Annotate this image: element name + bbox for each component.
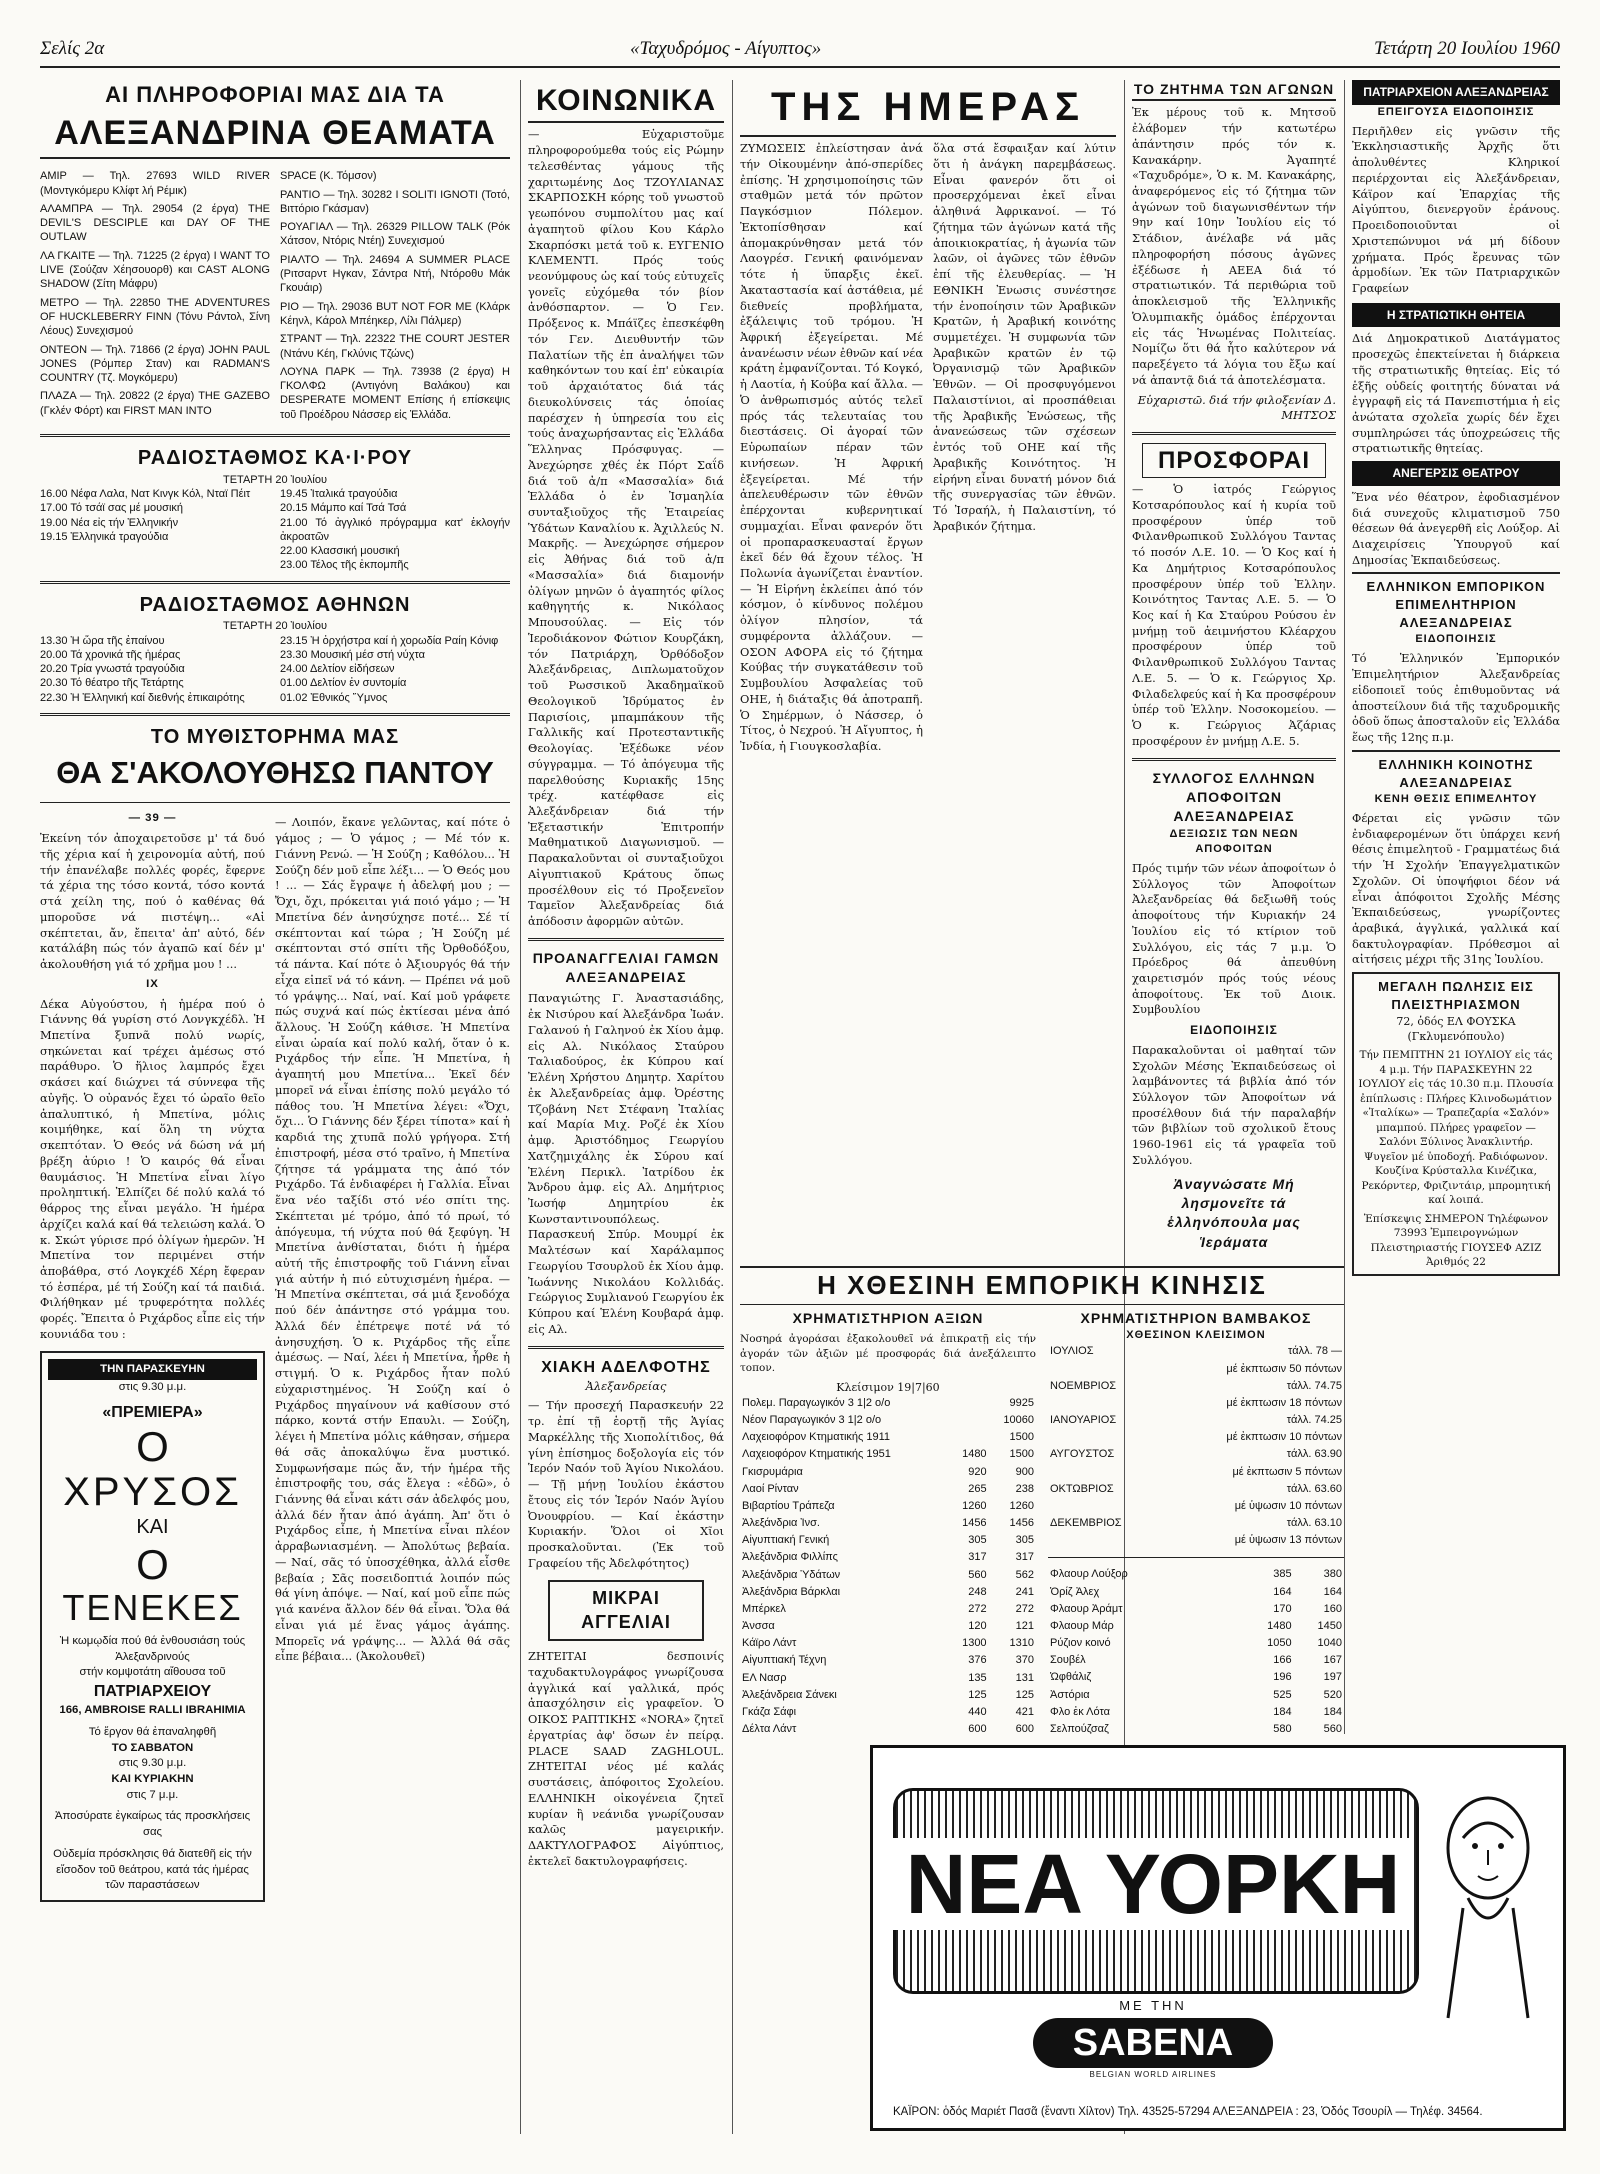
program-item: 19.00 Νέα εἰς τήν Ἑλληνικήν	[40, 516, 179, 529]
row-value	[950, 1412, 989, 1429]
cotton-row	[1048, 1515, 1344, 1532]
row-label: ΝΟΕΜΒΡΙΟΣ	[1050, 1379, 1117, 1392]
weddings-title: ΠΡΟΑΝΑΓΓΕΛΙΑΙ ΓΑΜΩΝ ΑΛΕΞΑΝΔΡΕΙΑΣ	[532, 949, 720, 986]
stock-row	[740, 1498, 1036, 1515]
booking-note: Ἀποσύρατε ἐγκαίρως τάς προσκλήσεις σας	[54, 1810, 251, 1839]
auction-address: 72, ὁδός ΕΛ ΦΟΥΣΚΑ (Γκλυμενόπουλο)	[1396, 1015, 1516, 1044]
stock-row	[740, 1687, 1036, 1704]
row-label	[1048, 1498, 1163, 1515]
classifieds-text: ΖΗΤΕΙΤΑΙ δεσποινίς ταχυδακτυλογράφος γνωρίζουσα ἀγγλικά καί γαλλικά, πρός ἀπασχόλησιν εἰς γραφεῖον. Ὁ ΟΙΚΟΣ ΡΑΠΤΙΚΗΣ «NORA» ζητεῖ ἐργατρίας ἀφ' ὅσων ἐν πείρᾳ. PLACE SAAD ZAGHLOUL. ΖΗΤΕΙΤΑΙ νέος μέ καλάς συστάσεις, ἀπόφοιτος Σχολείου. ΕΛΛΗΝΙΚΗ οἰκογένεια ζητεῖ κυρίαν ἢ νεάνιδα γνωρίζουσαν καλῶς μαγειρικήν. ΔΑΚΤΥΛΟΓΡΑΦΟΣ Αἰγύπτιος, ἐκτελεῖ δακτυλογραφήσεις.	[528, 1649, 724, 1868]
row-label: Ἀλεξάνδρια Βάρκλαι	[742, 1585, 841, 1598]
show-time: στις 7 μ.μ.	[126, 1788, 179, 1801]
row-value: 125	[1015, 1688, 1034, 1701]
stock-row	[740, 1652, 1036, 1669]
goods-row	[1048, 1687, 1344, 1704]
cinema-entry: ΑΜΙΡ — Τηλ. 27693 WILD RIVER (Μοντγκόμερυ Κλίφτ λή Ρέμικ)	[40, 170, 270, 197]
weddings-text: Παναγιώτης Γ. Ἀναστασιάδης, ἐκ Νισύρου καί Ἀλεξάνδρα Ἰωάν. Γαλανού ἡ Γαληνού ἐκ Χίου ἀμφ. εἰς Αλ. Νικόλαος Σταύρου Ταλιαδούρος, ἐκ Κύπρου καί Ἐλένη Χρήστου Δημητρ. Χαρίτου ἐκ Ἀλεξανδρείας ἀμφ. Ὀρέστης Τζοβάνη Νετ Στέφανη Ἰταλίας καί Μαρία Μιχ. Ροζέ ἐκ Χίου ἀμφ. Ἀριστόδημος Γεωργίου Χατζημιχάλης ἐκ Σύρου καί Ἐλένη Περικλ. Ἰατρίδου ἐκ Ἄνδρου ἀμφ. εἰς Αλ. Δημήτριος Ἰωσήφ Δημητρίου ἐκ Κωνσταντινουπόλεως. Παρασκευή Σπύρ. Μουμρί ἐκ Μαλτέσων καί Χαράλαμπος Γεωργίου Τσουρλοῦ ἐκ Χίου ἀμφ. Ἰωάννης Νικολάου Κολλιδάς. Γεώργιος Συμλιανού Γεωργίου ἐκ Κύπρου καί Ἑλένη Κουβαρά ἀμφ. εἰς Αλ.	[528, 991, 724, 1336]
row-value: 125	[968, 1688, 987, 1701]
row-value: 1260	[1009, 1499, 1034, 1512]
row-label: ΙΑΝΟΥΑΡΙΟΣ	[1050, 1414, 1117, 1427]
row-value: 1500	[1009, 1448, 1034, 1461]
row-value: 600	[1015, 1723, 1034, 1734]
row-value: 197	[1323, 1671, 1342, 1684]
column-announcements	[1352, 80, 1560, 1734]
row-label: Ἀνσσα	[742, 1620, 775, 1633]
cotton-row	[1048, 1498, 1344, 1515]
row-label: Λαχειοφόρον Κτηματικής 1911	[742, 1431, 891, 1444]
row-label: Ἀστόρια	[1050, 1688, 1090, 1701]
classifieds-title-box	[548, 1580, 704, 1642]
row-label: Ἀλεξάνδρια Ἰνσ.	[742, 1517, 820, 1530]
row-label: Φλο ἐκ Λότα	[1050, 1705, 1110, 1718]
program-item: 20.30 Τό θέατρο τῆς Τετάρτης	[40, 677, 184, 690]
column-social	[528, 80, 724, 2144]
row-label: Φλαουρ Ἀράμτ	[1050, 1602, 1123, 1615]
stock-row	[740, 1464, 1036, 1481]
program-item: 23.30 Μουσική μέσ στή νύχτα	[280, 648, 426, 661]
row-label: Πολεμ. Παραγωγικόν 3 1|2 ο/ο	[742, 1396, 891, 1409]
row-value: 265	[968, 1482, 987, 1495]
row-value: 520	[1323, 1688, 1342, 1701]
row-value	[950, 1395, 989, 1412]
row-value: 385	[1273, 1568, 1292, 1581]
row-value: 317	[1015, 1551, 1034, 1564]
row-value: 184	[1323, 1705, 1342, 1718]
program-item: 24.00 Δελτίον εἰδήσεων	[280, 663, 395, 676]
stocks-intro: Νοσηρά ἀγοράσαι ἐξακολουθεῖ νά ἐπικρατῇ εἰς τήν ἀγοράν τῶν ἀξιῶν μέ προσφοράς διά ἀνεξάλειπτο τοπον.	[740, 1333, 1036, 1375]
cinema-entry: ΡΟΥΑΓΙΑΛ — Τηλ. 26329 PILLOW TALK (Ρόκ Χάτσον, Ντόρις Ντέη) Συνεχισμού	[280, 221, 510, 248]
program-item: 23.15 Ἡ ὀρχήστρα καί ἡ χορωδία Ραίη Κόνιφ	[280, 634, 499, 647]
row-label: Λαχειοφόρον Κτηματικής 1951	[742, 1448, 891, 1461]
stock-row	[740, 1515, 1036, 1532]
row-label: ΕΛ Νασρ	[742, 1671, 787, 1684]
program-item: 21.00 Τό ἀγγλικό πρόγραμμα κατ' ἐκλογήν ἀκροατῶν	[280, 516, 510, 543]
play-title-line: ΚΑΙ	[136, 1516, 169, 1539]
patriarchate-subtitle: ΕΠΕΙΓΟΥΣΑ ΕΙΔΟΠΟΙΗΣΙΣ	[1377, 105, 1535, 118]
radio-cairo-title: ΡΑΔΙΟΣΤΑΘΜΟΣ ΚΑ·Ι·ΡΟΥ	[137, 447, 413, 470]
graduates-title: ΣΥΛΛΟΓΟΣ ΕΛΛΗΝΩΝ ΑΠΟΦΟΙΤΩΝ ΑΛΕΞΑΝΔΡΕΙΑΣ	[1152, 769, 1316, 825]
cinema-entry: ΡΙΟ — Τηλ. 29036 BUT NOT FOR ME (Κλάρκ Κέηνλ, Κάρολ Μπέηκερ, Λίλι Πάλμερ)	[280, 300, 510, 327]
shows-title: ΑΛΕΞΑΝΔΡΙΝΑ ΘΕΑΜΑΤΑ	[40, 110, 510, 159]
show-day: ΚΑΙ ΚΥΡΙΑΚΗΝ	[111, 1772, 194, 1785]
play-title-line: ΤΕΝΕΚΕΣ	[62, 1587, 243, 1629]
cotton-title: ΧΡΗΜΑΤΙΣΤΗΡΙΟΝ ΒΑΜΒΑΚΟΣ	[1080, 1309, 1312, 1326]
community-title: ΕΛΛΗΝΙΚΗ ΚΟΙΝΟΤΗΣ ΑΛΕΞΑΝΔΡΕΙΑΣ	[1352, 750, 1560, 792]
goods-table	[1048, 1566, 1344, 1734]
stock-row	[740, 1412, 1036, 1429]
stocks-table	[740, 1395, 1036, 1734]
games-signature: Εὐχαριστῶ. διά τήν φιλοξενίαν Δ. ΜΗΤΣΟΣ	[1137, 392, 1336, 423]
row-value: 272	[968, 1602, 987, 1615]
business-section	[740, 1266, 1344, 1734]
radio-athens-title: ΡΑΔΙΟΣΤΑΘΜΟΣ ΑΘΗΝΩΝ	[139, 593, 411, 616]
editorial-text: ὅλα στά ἔσφαιξαν καί λύτιν ὅτι ἡ ἀνάγκη παρεμβάσεως. Εἶναι φανερόν ὅτι οἱ προσερχόμεναι ἐκεῖ εἶναι ἀληθινά Ἀφρικανοί. — Τό ζήτημα τῶν ἀγώνων κατά τῆς ἀποικιοκρατίας, ἡ ἀγωνία τῶν λαῶν, οἱ ἀγῶνες τῶν ἐθνῶν ἐπί τῆς ἐλευθερίας. — Ἡ ΕΘΝΙΚΗ Ἐνωσις συνέστησε τήν ἑνοποίησιν τῶν Ἀραβικῶν Κρατῶν, ἡ Ἀραβική κοινότης συμμετέχει. Ἡ συμφωνία τῶν Ἀραβικῶν κρατῶν ἐν τῷ Ὀργανισμῷ τῶν Ἀραβικῶν Ἐθνῶν. — Οἱ προσφυγόμενοι Παλαιστίνιοι, αἱ προσπάθειαι τῆς Ἀραβικῆς Ἑνώσεως, τῆς ἀνανεώσεως τῶν σχέσεων ἐντός τοῦ ΟΗΕ καί τῆς Ἀραβικῆς Κοινότητος. Ἡ εἰρήνη εἶναι δυνατή μόνον διά τῆς συνεργασίας τῶν ἐθνῶν. Τό Ἰσραήλ, ἡ Παλαιστίνη, τό Ἀραβικόν ζήτημα.	[933, 141, 1116, 533]
row-value: τάλλ. 63.60	[1286, 1482, 1342, 1495]
goods-row	[1048, 1618, 1344, 1635]
stocks-title: ΧΡΗΜΑΤΙΣΤΗΡΙΟΝ ΑΞΙΩΝ	[792, 1309, 984, 1326]
editorial-text: ΖΥΜΩΣΕΙΣ ἐπλείστησαν ἀνά τήν Οἰκουμένην ἀπό-σπερίδες ἐπίσης. Ἡ χρησιμοποίησις τῶν σταθμῶν μετά τόν πρῶτον Παγκόσμιον Πόλεμον. Ἐκτοπίσθησαν καί ἀπομακρύνθησαν μετά τόν Λαογρέσ. Γενική φαινόμεναν τότε ἡ ὕπαρξις ἐκεῖ. Ἀκαταστασία καί ἀστάθεια, μέ διεθνείς προβλήματα, ἐξάλειψις τοῦ τρόμου. Ἡ Ἀφρική ἐξεγείρεται. Μέ ἀνανέωσιν νέων ἐθνῶν καί νέα κράτη ἐμφανίζονται. Τό Κογκό, ἡ Λαοτία, ἡ Κούβα καί ἄλλα. — Ὁ ἀνθρωπισμός αὐτός τελεῖ πρός τάς τελευταίας του διεστάσεις. Οἱ ἀγοραί τῶν Εὐρωπαίων πέραν τῶν κινήσεων. Ἡ Ἀφρική ἐξεγείρεται. Μέ τήν ἀπελευθέρωσιν τῶν ἐθνῶν ἐπέρχονται κυβερνητικαί συμμαχίαι. Εἶναι φανερόν ὅτι οἱ προπαρασκευασταί ἔργων ἐκεῖ δέν θά ἔχουν τέλος. Ἡ Πολωνία ἀγωνίζεται ἐναντίον. — Ἡ Εἰρήνη ἐκλείπει ἀπό τόν κόσμον, ὁ κίνδυνος πολέμου ὀλίγον πλησίον, τά συμφέροντα ἀλλάζουν. — ΟΣΟΝ ΑΦΟΡΑ εἰς τό ζήτημα Κούβας τήν συγκατάθεσιν τοῦ Συμβουλίου Ἀσφαλείας τοῦ ΟΗΕ, ἡ διάταξις θά ἀποτραπῆ. Ὁ Σημέρμων, ὁ Νάσσερ, ὁ Τίτος, ὁ Νεχρού. Ἡ Αἴγυπτος, ἡ Ἰνδία, ἡ Γιουγκοσλαβία.	[740, 141, 924, 754]
cotton-row	[1048, 1429, 1344, 1446]
traveler-sketch-icon	[1433, 1788, 1543, 2028]
row-value: μέ ἐκπτωσιν 5 πόντων	[1232, 1465, 1342, 1478]
social-text: — Εὐχαριστοῦμε πληροφορούμεθα τούς εἰς Ρώμην τελεσθέντας γάμους τῆς χαριτωμένης Δος ΤΖΟΥΛΙΑΝΑΣ ΣΚΑΡΠΟΣΚΗ κόρης τοῦ γνωστοῦ γεωπόνου συμπολίτου μας καί ἀγαπητοῦ φίλου Κου Κάρλο Σκαρπόσκι μετά τοῦ κ. ΕΥΓΕΝΙΟ ΚΛΕΜΕΝΤΙ. Πρός τούς νεονύμφους ὡς καί τούς εὐτυχεῖς γονεῖς εὐχόμεθα τόν βίον ἀνθόσπαρτον. — Ὁ Γεν. Πρόξενος κ. Μπάϊζες ἐπεσκέφθη τόν Γεν. Διευθυντήν τῶν Παλατίων τῆς ἐπ ἀναλήψει τῶν καθηκόντων του καί ἐπ' εὐκαιρία τοῦ ἀρχαιότατος διά τάς διευκολύνσεις τάς ὁποίας παρέσχεν ἡ ὑπηρεσία του εἰς τούς ἀναχωρήσαντας εἰς Ἑλλάδα Ἕλληνας Πρόσφυγας. — Ἀνεχώρησε χθές ἐκ Πόρτ Σαΐδ διά τοῦ ἀ/π «Μασσαλία» διά Ἑλλάδα ὁ ἐν Ἰσμαηλία συνταξιοῦχος τῆς Ἑταιρείας Ὑδάτων Καναλίου κ. Ἀχιλλεύς Ν. Μακρῆς. — Ἀνεχώρησε σήμερον εἰς Ἀθήνας διά τοῦ ἀ/π «Μασσαλία» διά διαμονήν ὀλίγων μηνῶν ὁ ἀγαπητός φίλος καθηγητής κ. Νικόλαος Μπουσούλας. — Εἰς τόν Ἱεροδιάκονον Φώτιον Κουρζάκη, τόν Πατριάρχη, Ὀρθόδοξον Ἀλεξάνδρειας, Διπλωματοῦχον τοῦ Ρωσσικοῦ Ἀκαδημαϊκοῦ Θεολογικοῦ Ἱδρύματος ἐν Παρισίοις, μπαμπάκουν τῆς Γαλλικῆς καί Προτεσταντικῆς Θεολογίας. Ἐξέδωκε νέον σύγγραμμα. — Τό ἀπόγευμα τῆς παρελθούσης Κυριακῆς 15ης τρέχ. κατέφθασε εἰς Ἀλεξάνδρειαν διά τήν Ἐξεταστικήν Ἐπιτροπήν Μαθηματικοῦ Διαγωνισμοῦ. — Παρακαλοῦνται οἱ συνταξιοῦχοι Αἰγυπτιακοῦ Κράτους ὅπως προσέλθουν εἰς τό Προξενεῖον Ταμεῖον Ἀλεξανδρείας διά ἀπόδοσιν ἀφορμῶν αὐτῶν.	[528, 127, 724, 929]
row-label	[1048, 1429, 1163, 1446]
row-label: Λαοί Ρίνταν	[742, 1482, 799, 1495]
program-item: 19.45 Ἰταλικά τραγούδια	[280, 487, 398, 500]
offers-text: — Ὁ ἰατρός Γεώργιος Κοτσαρόπουλος καί ἡ κυρία τοῦ προσφέρουν ὑπέρ τοῦ Φιλανθρωπικοῦ Συλλόγου Ταντας τό ποσόν Λ.Ε. 10. — Ὁ Κος καί ἡ Κα Δημήτριος Κοτσαρόπουλος προσφέρουν ὑπέρ τοῦ Ἑλλην. Κοινότητος Ταντας Λ.Ε. 5. — Ὁ Κος καί ἡ Κα Σταύρου Ρούσου ἐν μνήμῃ τοῦ ἀειμνήστου Κλέαρχου προσφέρουν ὑπέρ τοῦ Φιλανθρωπικοῦ Συλλόγου Ταντας Λ.Ε. 5. — Ὁ κ. Γεώργιος Χρ. Φιλαδελφεύς καί ἡ Κα προσφέρουν ὑπέρ τοῦ Ἑλλην. Νοσοκομείου. — Ὁ κ. Γεώργιος Ἀζάριας προσφέρουν ἐν μνήμῃ Λ.Ε. 5.	[1132, 482, 1336, 748]
row-label: Κάϊρο Λάντ	[742, 1637, 797, 1650]
row-label: Γκισρυμάρια	[742, 1465, 803, 1478]
row-value: 1456	[1009, 1517, 1034, 1530]
goods-row	[1048, 1566, 1344, 1583]
row-label: Σελπούζσαζ	[1050, 1722, 1109, 1734]
row-value: 1040	[1317, 1637, 1342, 1650]
goods-row	[1048, 1584, 1344, 1601]
theatre-text: Ἕνα νέο θέατρον, ἐφοδιασμένον διά συνεχοῦς κλιματισμοῦ 750 θέσεων θά ἀνεγερθῆ εἰς Λούξορ. Αἱ Διαχειρίσεις Ὑπουργοῦ καί Δημοσίας Ἐκπαιδεύσεως.	[1352, 489, 1560, 567]
brotherhood-subtitle: Ἀλεξανδρείας	[585, 1378, 667, 1393]
cotton-row	[1048, 1395, 1344, 1412]
row-value: τάλλ. 74.75	[1286, 1379, 1342, 1392]
stock-row	[740, 1567, 1036, 1584]
goods-row	[1048, 1704, 1344, 1721]
play-title-line: ΧΡΥΣΟΣ	[63, 1470, 242, 1515]
novel-title: ΘΑ Σ'ΑΚΟΛΟΥΘΗΣΩ ΠΑΝΤΟΥ	[56, 754, 494, 790]
row-label	[1048, 1361, 1163, 1378]
cotton-row	[1048, 1343, 1344, 1360]
row-value: 370	[1015, 1654, 1034, 1667]
novel-paragraph: Δέκα Αὐγούστου, ἡ ἡμέρα πού ὁ Γιάννης θά γυρίση στό Λονγκχέδλ. Ἡ Μπετίνα ξυπνᾶ πολύ νωρίς, σηκώνεται καί τρέχει ἀμέσως στό παράθυρο. Ὁ ἥλιος λαμπρός ἔχει σκάσει καί διώχνει τά σύννεφα τῆς αὐγῆς. Ὁ οὐρανός ἔχει τό ὡραῖο θεῖο ἀπαλυπτικό, ἡ Μπετίνα, μόλις κοιμήθηκε, καί ὅλη τη νύχτα σκεπτόταν. Ὁ Θεός νά δώση νά μή βρέξη ἀύριο ! Ὁ καιρός θά εἶναι θαυμάσιος. Ἡ Μπετίνα εἶναι λίγο προληπτική. Ἐλπίζει δέ πολύ καλά τό θάρρος της εἶναι μεγάλο. Ἡ ἡμέρα ἀρχίζει καλά καί θά τελειώση καλά. Ὁ κ. Σκώτ γύρισε πρό ὀλίγων ἡμερῶν. Ἡ Μπετίνα τον περιμένει στήν ἀποβάθρα, στό Λογκχέδ Χέρη ἔφεραν τό ἐσπέρα, μέ τή Σούζη καί τά παιδιά. Φιλήθηκαν μέ τρυφερότητα πολλές φορές. Ἔπειτα ὁ Ριχάρδος εἶπε εἰς τήν κουνιάδα του :	[40, 996, 265, 1341]
radio-cairo-schedule	[40, 487, 510, 573]
ad-headline: ΝΕΑ ΥΟΡΚΗ	[893, 1838, 1413, 1930]
row-value: 440	[968, 1705, 987, 1718]
stock-row	[740, 1635, 1036, 1652]
page-header	[40, 36, 1560, 68]
newspaper-name: «Ταχυδρόμος - Αίγυπτος»	[630, 38, 822, 59]
row-value: 196	[1273, 1671, 1292, 1684]
row-value: μέ ἐκπτωσιν 10 πόντων	[1226, 1431, 1342, 1444]
row-value: 9925	[1009, 1396, 1034, 1409]
stock-exchange	[740, 1309, 1036, 1734]
military-title: Η ΣΤΡΑΤΙΩΤΙΚΗ ΘΗΤΕΙΑ	[1352, 303, 1560, 328]
row-value: 1300	[962, 1637, 987, 1650]
program-item: 19.15 Ἑλληνικά τραγούδια	[40, 530, 169, 543]
row-value: 1260	[962, 1499, 987, 1512]
row-value: 1480	[1267, 1619, 1292, 1632]
row-label: Ρύζιον κοινό	[1050, 1637, 1111, 1650]
row-value: 166	[1273, 1654, 1292, 1667]
ad-with: ΜΕ ΤΗΝ	[1119, 1998, 1187, 2013]
shows-heading: ΑΙ ΠΛΗΡΟΦΟΡΙΑΙ ΜΑΣ ΔΙΑ ΤΑ	[105, 82, 445, 107]
cinema-entry: ΜΕΤΡΟ — Τηλ. 22850 THE ADVENTURES OF HUCKLEBERRY FINN (Τόνυ Ράντολ, Σίνη Λέους) Συνεχισμού	[40, 296, 270, 338]
brotherhood-text: — Τήν προσεχή Παρασκευήν 22 τρ. ἐπί τῇ ἑορτῇ τῆς Ἁγίας Μαρκέλλης τῆς Χιοπολίτιδος, θά γίνη ἐπίσημος δοξολογία εἰς τόν Ἱερόν Ναόν τοῦ Ἁγίου Νικολάου. — Τῇ μήνῃ Ἰουλίου ἐκάστου ἔτους εἰς τόν Ἱερόν Ναόν Ἁγίου Ὀνουφρίου. — Καί ἐκάστην Κυριακήν. Ὅλοι οἱ Χῖοι προσκαλοῦνται. (Ἐκ τοῦ Γραφείου τῆς Ἀδελφότητος)	[528, 1398, 724, 1570]
row-value: 920	[968, 1465, 987, 1478]
cotton-row	[1048, 1412, 1344, 1429]
patriarchate-text: Περιῆλθεν εἰς γνῶσιν τῆς Ἐκκλησιαστικῆς Ἀρχῆς ὅτι ἀπολυθέντες Κληρικοί περιέρχονται εἰς Ἀλεξάνδρειαν, Κάϊρον καί Ἐπαρχίας τῆς Αἰγύπτου, διενεργοῦν ἐράνους. Προειδοποιοῦνται οἱ Χριστεπώνυμοι νά μή δίδουν χρήματα. Πρός ἔρευνας τῶν ἁρμοδίων. Ἐκ τῶν Πατριαρχικῶν Γραφείων	[1352, 123, 1560, 296]
program-item: 01.02 Ἐθνικός Ὕμνος	[280, 691, 388, 704]
cinema-entry: ΠΛΑΖΑ — Τηλ. 20822 (2 έργα) THE GAZEBO (Γκλέν Φόρτ) και FIRST MAN INTO	[40, 390, 270, 417]
chapter-number: IX	[146, 977, 159, 990]
row-value: μέ ἐκπτωσιν 50 πόντων	[1226, 1362, 1342, 1375]
column-editorial	[740, 80, 1116, 1254]
cotton-row	[1048, 1446, 1344, 1463]
radio-cairo-date: ΤΕΤΑΡΤΗ 20 Ἰουλίου	[223, 473, 327, 486]
classifieds-title: ΜΙΚΡΑΙ ΑΓΓΕΛΙΑΙ	[581, 1587, 671, 1633]
row-value: 164	[1323, 1585, 1342, 1598]
program-item: 20.00 Τά χρονικά τῆς ἡμέρας	[40, 648, 181, 661]
venue-name: ΠΑΤΡΙΑΡΧΕΙΟΥ	[93, 1682, 212, 1700]
stock-row	[740, 1481, 1036, 1498]
community-text: Φέρεται εἰς γνῶσιν τῶν ἐνδιαφερομένων ὅτι ὑπάρχει κενή θέσις ἐπιμελητοῦ - Γραμματέως διά τήν Ἡ Σχολήν Ἐπαγγελματικῶν Σχολῶν. Οἱ ὑποψήφιοι δέον νά εἶναι ἀπόφοιτοι Σχολῆς Μέσης Ἐκπαιδεύσεως, γνωρίζοντες ἀραβικά, ἀγγλικά, γαλλικά καί δακτυλογραφίαν. Πρόθεσμοι αἱ αἰτήσεις μέχρι τῆς 31ης Ἰουλίου.	[1352, 810, 1560, 967]
venue-intro: στήν κομψοτάτη αἴθουσα τοῦ	[79, 1666, 226, 1679]
cotton-table	[1048, 1343, 1344, 1549]
cinema-entry: SPACE (Κ. Τόμσον)	[280, 170, 377, 183]
row-label	[1048, 1532, 1163, 1549]
offers-title: ΠΡΟΣΦΟΡΑΙ	[1142, 443, 1326, 478]
radio-athens-date: ΤΕΤΑΡΤΗ 20 Ἰουλίου	[223, 620, 327, 633]
play-title-line: Ο	[136, 1423, 169, 1471]
row-label: Φλαουρ Μάρ	[1050, 1619, 1114, 1632]
row-value: 1050	[1267, 1637, 1292, 1650]
row-label: Αἰγυπτιακή Τέχνη	[742, 1654, 827, 1667]
read-note: Ἀναγνώσατε Μή λησμονεῖτε τά ἑλληνόπουλα μας Ἱεράματα	[1167, 1175, 1301, 1250]
row-label: Ἀλεξάνδρεια Σάνεκι	[742, 1688, 837, 1701]
radio-athens-schedule	[40, 634, 510, 705]
row-value: 560	[1323, 1722, 1342, 1734]
stock-row	[740, 1618, 1036, 1635]
cinema-entry: ΡΙΑΛΤΟ — Τηλ. 24694 A SUMMER PLACE (Ριτσαρντ Ηγκαν, Σάντρα Ντή, Ντόροθυ Μάκ Γκουάιρ)	[280, 253, 510, 295]
play-description: Ἡ κωμῳδία πού θά ἐνθουσιάση τούς Ἀλεξανδρινούς	[59, 1634, 246, 1663]
row-label: ΔΕΚΕΜΒΡΙΟΣ	[1050, 1517, 1122, 1530]
stock-row	[740, 1429, 1036, 1446]
row-label: Ἀλεξάνδρια Ὑδάτων	[742, 1568, 841, 1581]
row-label: Ἀλεξάνδρια Φιλλίπς	[742, 1551, 838, 1564]
cinema-entry: ΛΟΥΝΑ ΠΑΡΚ — Τηλ. 73938 (2 έργα) Η ΓΚΟΛΦΩ (Αντιγόνη Βαλάκου) και DESPERATE MOMENT Επίσης ή επίσκεψις τοῦ Προέδρου Νάσσερ εἰς Ἑλλάδα.	[280, 365, 510, 421]
column-entertainment	[40, 80, 510, 2144]
row-value: 164	[1273, 1585, 1292, 1598]
sabena-logo: SABENA	[1033, 2018, 1273, 2068]
row-value: 1500	[1009, 1431, 1034, 1444]
cinema-entry: ΛΑ ΓΚΑΙΤΕ — Τηλ. 71225 (2 έργα) I WANT TO LIVE (Σούζαν Χέησουορθ) και CAST ALONG SHADOW (Σίτη Μάφρυ)	[40, 249, 270, 291]
cinema-entry: ΟΝΤΕΟΝ — Τηλ. 71866 (2 έργα) JOHN PAUL JONES (Ρόμπερ Σταν) και RADMAN'S COUNTRY (Τζ. Μογκόμερυ)	[40, 343, 270, 385]
cotton-subtitle: ΧΘΕΣΙΝΟΝ ΚΛΕΙΣΙΜΟΝ	[1126, 1329, 1266, 1342]
cinema-entry: ΡΑΝΤΙΟ — Τηλ. 30282 I SOLITI IGNOTI (Τοτό, Βιττόριο Γκάσμαν)	[280, 188, 510, 215]
stocks-date: Κλείσιμον 19|7|60	[836, 1380, 940, 1394]
business-banner: Η ΧΘΕΣΙΝΗ ΕΜΠΟΡΙΚΗ ΚΙΝΗΣΙΣ	[817, 1270, 1267, 1300]
stock-row	[740, 1601, 1036, 1618]
row-value: 305	[968, 1534, 987, 1547]
row-value: 272	[1015, 1602, 1034, 1615]
stock-row	[740, 1721, 1036, 1734]
row-value: μέ ὑψωσιν 10 πόντων	[1234, 1499, 1342, 1512]
row-value: 900	[1015, 1465, 1034, 1478]
cinema-listings	[40, 165, 510, 426]
row-value: τάλλ. 78 —	[1288, 1345, 1342, 1358]
program-item: 17.00 Τό τσάϊ σας μέ μουσική	[40, 502, 184, 515]
stock-row	[740, 1704, 1036, 1721]
row-value: 562	[1015, 1568, 1034, 1581]
row-value: 376	[968, 1654, 987, 1667]
play-title-line: Ο	[136, 1540, 169, 1588]
goods-row	[1048, 1601, 1344, 1618]
row-label: Ὀρίζ Ἀλεχ	[1050, 1585, 1100, 1598]
row-value: μέ ἐκπτωσιν 18 πόντων	[1226, 1396, 1342, 1409]
chamber-subtitle: ΕΙΔΟΠΟΙΗΣΙΣ	[1415, 633, 1497, 646]
issue-date: Τετάρτη 20 Ιουλίου 1960	[1374, 38, 1560, 59]
goods-row	[1048, 1635, 1344, 1652]
repeat-note: Τό ἔργον θά ἐπαναληφθῆ	[88, 1725, 217, 1738]
row-label: Γκάζα Σάφι	[742, 1705, 797, 1718]
notice-title: ΕΙΔΟΠΟΙΗΣΙΣ	[1190, 1023, 1278, 1038]
brotherhood-title: ΧΙΑΚΗ ΑΔΕΛΦΟΤΗΣ	[541, 1358, 711, 1376]
auction-text: Τήν ΠΕΜΠΤΗΝ 21 ΙΟΥΛΙΟΥ εἰς τάς 4 μ.μ. Τήν ΠΑΡΑΣΚΕΥΗΝ 22 ΙΟΥΛΙΟΥ εἰς τάς 10.30 π.μ. Πλουσία ἐπίπλωσις : Πλήρες Κλινοδωμάτιον «Ἰταλίκω» — Τραπεζαρία «Σαλόν» μπαμπού. Πλήρες γραφεῖον — Σαλόνι Ξύλινος Ἀνακλιντήρ. Ψυγεῖον μέ ὑποδοχή. Ραδιόφωνον. Κουζίνα Κρύσταλλα Κινέζικα, Ρεκόρντερ, Φριζιντάιρ, μπρομητική καί λοιπά.	[1358, 1049, 1554, 1207]
row-label	[1048, 1395, 1163, 1412]
row-value: 580	[1273, 1722, 1292, 1734]
row-label: Φλαουρ Λούξορ	[1050, 1568, 1128, 1581]
sabena-tagline: BELGIAN WORLD AIRLINES	[1089, 2070, 1217, 2079]
theater-premiere: «ΠΡΕΜΙΕΡΑ»	[102, 1404, 203, 1422]
row-value: 160	[1323, 1602, 1342, 1615]
goods-row	[1048, 1669, 1344, 1686]
program-item: 16.00 Νέφα Λαλα, Νατ Κινγκ Κόλ, Νταϊ Πέιτ	[40, 487, 251, 500]
row-value: 135	[968, 1671, 987, 1684]
row-label: Βιβαρτίου Τράπεζα	[742, 1499, 835, 1512]
cotton-row	[1048, 1378, 1344, 1395]
auction-ad	[1352, 972, 1560, 1275]
row-value: 560	[968, 1568, 987, 1581]
row-value: 317	[968, 1551, 987, 1564]
row-label: Ὠφθάλιζ	[1050, 1671, 1092, 1684]
novel-body	[40, 811, 510, 2144]
theatre-title: ΑΝΕΓΕΡΣΙΣ ΘΕΑΤΡΟΥ	[1352, 461, 1560, 486]
row-label: Αἰγυπτιακή Γενική	[742, 1534, 830, 1547]
ad-contact: ΚΑΪΡΟΝ: ὁδός Μαριέτ Πασᾶ (ἔναντι Χίλτον) Τηλ. 43525-57294 ΑΛΕΞΑΝΔΡΕΙΑ : 23, Ὁδός Τσουρίλ — Τηλέφ. 34564.	[893, 2106, 1483, 2118]
program-item: 20.15 Μάμπο καί Τσά Τσά	[280, 502, 407, 515]
row-value: 1450	[1317, 1619, 1342, 1632]
program-item: 13.30 Ἡ ὥρα τῆς ἐπαίνου	[40, 634, 165, 647]
row-value: 1480	[962, 1448, 987, 1461]
row-value: 10060	[1003, 1413, 1034, 1426]
notice-text: Παρακαλοῦνται οἱ μαθηταί τῶν Σχολῶν Μέσης Ἐκπαιδεύσεως οἱ λαμβάνοντες τά βιβλία ἀπό τόν Σύλλογον τῶν Ἀποφοίτων νά προσέλθουν διά τήν παραλαβήν τῶν βιβλίων τοῦ σχολικοῦ ἔτους 1960-1961 εἰς τά γραφεῖα τοῦ Συλλόγου.	[1132, 1042, 1336, 1167]
row-value: 1456	[962, 1517, 987, 1530]
editorial-title: ΤΗΣ ΗΜΕΡΑΣ	[740, 80, 1116, 137]
row-label: Σουβέλ	[1050, 1654, 1086, 1667]
column-divider	[520, 80, 521, 2134]
stock-row	[740, 1549, 1036, 1566]
stock-row	[740, 1532, 1036, 1549]
row-value: 184	[1273, 1705, 1292, 1718]
row-value: μέ ὑψωσιν 13 πόντων	[1234, 1534, 1342, 1547]
stock-row	[740, 1446, 1036, 1463]
row-label: Μπέρκελ	[742, 1602, 786, 1615]
goods-row	[1048, 1721, 1344, 1734]
program-item: 22.30 Ἡ Ἑλληνική καί διεθνής ἐπικαιρότης	[40, 691, 245, 704]
sabena-advertisement	[870, 1745, 1566, 2131]
theater-day: ΤΗΝ ΠΑΡΑΣΚΕΥΗΝ	[48, 1359, 257, 1381]
stock-row	[740, 1395, 1036, 1412]
row-value: 421	[1015, 1705, 1034, 1718]
graduates-text: Πρός τιμήν τῶν νέων ἀποφοίτων ὁ Σύλλογος τῶν Ἀποφοίτων Ἀλεξανδρείας θά δεξιωθῆ τούς ἀποφοίτους τήν Κυριακήν 24 Ἰουλίου εἰς τό κτίριον τοῦ Συλλόγου, εἰς τάς 7 μ.μ. Ὁ Πρόεδρος θά ἀπευθύνη χαιρετισμόν πρός τούς νέους ἀποφοίτους. Ἐκ τοῦ Διοικ. Συμβουλίου	[1132, 860, 1336, 1017]
row-value: 241	[1015, 1585, 1034, 1598]
program-item: 01.00 Δελτίον ἐν συντομία	[280, 677, 407, 690]
page-number: Σελίς 2α	[40, 38, 105, 59]
chamber-title: ΕΛΛΗΝΙΚΟΝ ΕΜΠΟΡΙΚΟΝ ΕΠΙΜΕΛΗΤΗΡΙΟΝ ΑΛΕΞΑΝΔΡΕΙΑΣ	[1352, 572, 1560, 632]
theater-time: στις 9.30 μ.μ.	[118, 1381, 187, 1394]
cinema-entry: ΑΛΑΜΠΡΑ — Τηλ. 29054 (2 έργα) THE DEVIL'S DESCIPLE και DAY OF THE OUTLAW	[40, 202, 270, 244]
theater-ad	[40, 1351, 265, 1902]
community-subtitle: ΚΕΝΗ ΘΕΣΙΣ ΕΠΙΜΕΛΗΤΟΥ	[1374, 792, 1538, 805]
show-time: στις 9.30 μ.μ.	[118, 1757, 187, 1770]
row-value: τάλλ. 74.25	[1286, 1414, 1342, 1427]
row-value: 170	[1273, 1602, 1292, 1615]
stock-row	[740, 1584, 1036, 1601]
cinema-list-left	[40, 165, 270, 426]
auction-title: ΜΕΓΑΛΗ ΠΩΛΗΣΙΣ ΕΙΣ ΠΛΕΙΣΤΗΡΙΑΣΜΟΝ	[1378, 979, 1534, 1013]
social-title: ΚΟΙΝΩΝΙΚΑ	[528, 80, 724, 123]
military-text: Διά Δημοκρατικοῦ Διατάγματος προσεχῶς ἐπεκτείνεται ἡ διάρκεια τῆς στρατιωτικῆς θητείας. Εἰς τό ἑξῆς οὐδείς φοιτητής δύναται νά ἐγγραφῆ εἰς τά Πανεπιστήμια ἡ εἰς ἀνώτατα σχολεῖα χωρίς δέν ἔχει συμπληρώσει τάς ὑποχρεώσεις τῆς στρατιωτικῆς θητείας.	[1352, 331, 1560, 456]
cinema-list-right	[280, 165, 510, 426]
cotton-row	[1048, 1481, 1344, 1498]
column-divider	[732, 80, 733, 2134]
row-label: Δέλτα Λάντ	[742, 1723, 797, 1734]
cinema-entry: ΣΤΡΑΝΤ — Τηλ. 22322 THE COURT JESTER (Ντάνυ Κέη, Γκλύνις Τζώνς)	[280, 333, 510, 360]
row-value: 248	[968, 1585, 987, 1598]
auction-contact: Ἐπίσκεψις ΣΗΜΕΡΟΝ Τηλέφωνον 73993 Ἐμπειρογνώμων Πλειστηριαστής ΓΙΟΥΣΕΦ ΑΖΙΖ Ἀριθμός 22	[1363, 1212, 1549, 1269]
row-value: 305	[1015, 1534, 1034, 1547]
graduates-subtitle: ΔΕΞΙΩΣΙΣ ΤΩΝ ΝΕΩΝ ΑΠΟΦΟΙΤΩΝ	[1169, 827, 1299, 855]
cotton-row	[1048, 1464, 1344, 1481]
row-value: 1310	[1009, 1637, 1034, 1650]
program-item: 20.20 Τρία γνωστά τραγούδια	[40, 663, 185, 676]
episode-number: — 39 —	[128, 812, 177, 825]
entry-note: Οὐδεμία πρόσκλησις θά διατεθῆ εἰς τήν εἴσοδον τοῦ θεάτρου, κατά τάς ἡμέρας τῶν παραστάσεων	[53, 1847, 252, 1892]
row-value: 120	[968, 1620, 987, 1633]
row-label: Νέον Παραγωγικόν 3 1|2 ο/ο	[742, 1413, 882, 1426]
row-value: 380	[1323, 1568, 1342, 1581]
novel-paragraph: — Λοιπόν, ἔκανε γελῶντας, καί πότε ὁ γάμος ; — Ὁ γάμος ; — Μέ τόν κ. Γιάννη Ρενώ. — Ἡ Σούζη ; Καθόλου... Ἡ Σούζη δέν μοῦ εἶπε λέξι... — Ὁ Θεός μου ! ... — Σάς ἔγραψε ἡ ἀδελφή μου ; — Ὄχι, ὄχι, πρόκειται γιά ποιό γάμο ; — Ἡ Μπετίνα δέν ἀνησύχησε ποτέ... Σέ τί σκέπτονται καί τώρα ; Ἡ Σούζη μέ σκέπτονται στό σπίτι τῆς Ὀρθοδόξου, τά πάντα. Καί πότε ὁ Ἀξιουργός θά τήν εἶχα εἰπεῖ νά τό κάνη. — Πρέπει νά μοῦ τό γράψης... Ναί, ναί. Καί μοῦ γράφετε πώς συχνά καί πώς ἐκτίεσαι μένα ἀπό ἄλλους. Ἡ Σούζη κάθισε. Ἡ Μπετίνα εἶναι ὡραία καί πολύ καλή, ὅταν ὁ κ. Ριχάρδος τήν εἶπε. Ἡ Μπετίνα, ἡ ἀγαπητή μου Μπετίνα... Ἐκεῖ δέν μπορεῖ νά εἶναι ἐπίσης πολύ μεγάλο τό πάθος του. Ἡ Μπετίνα λέγει: «Ὄχι, ὄχι... Ὁ Γιάννης δέν ξέρει τίποτα» καί ἡ καρδιά της χτυπᾶ πολύ γρήγορα. Στή ἐπιστροφή, μέσα στό τραῖνο, ἡ Μπετίνα ζήτησε τά γράμματα της ἀπό τόν Ριχάρδο. Τά ἐνδιαφέρει ἡ Γαλλία. Εἶναι ἕνα νέο ταξίδι στό νέο σπίτι της. Σκέπτεται μέ τρόμο, ἀπό τό πρωί, τό ἀπόγευμα, τή νύχτα πού θά ξεφύγη. Ἡ Μπετίνα ἀνθίσταται, διότι ἡ ἡμέρα αὐτή τῆς ἐπιστροφῆς τοῦ Γιάννη εἶναι γιά αὐτήν ἡ πιό εὐτυχισμένη ἡμέρα. — Ἡ Μπετίνα σκέπτεται, σά μιά ξενοδόχα πού δέν ἀπάντησε στό γράμμα του. Ἀλλά δέν ἐπέτρεψε ποτέ νά τό ἀνησυχήση. Ὁ κ. Ριχάρδος τῆς εἶπε ἀμέσως. — Ναί, λέει ἡ Μπετίνα, ἦρθε ἡ στιγμή. Ὁ κ. Ριχάρδος ἦταν πολύ εὐχαριστημένος. Ἡ Σούζη καί ὁ Ριχάρδος πηγαίνουν νά καθίσουν στό πάρκο, κοντά στήν Επαυλι. — Σούζη, λέγει ἡ Μπετίνα μόλις κάθησαν, σήμερα θά σᾶς ἀποκαλύψω ἕνα μυστικό. Συμφωνήσαμε πώς ἄν, τήν ἡμέρα τῆς ἐπιστροφῆς του, σάς ἔλεγα : «ἐδῶ», ὁ Γιάννης θά εἶναι κάτι σάν ἀδελφός μου, ἀλλά δέν ἦταν ἀπό ἀγάπη. Ἀπ' ὅτι ὁ Ριχάρδος εἶπε, ἡ Μπετίνα εἶναι πλέον ἀρραβωνιασμένη. — Ἀπολύτως βεβαία. — Ναί, σᾶς τό ὑποσχέθηκα, ἀλλά εἶσθε βεβαία ; Σᾶς ποσειδοπτιά λοιπόν πώς θά γίνη ἀπόψε. — Ναί, καί μοῦ εἶπε πώς γιά κανένα ἄλλον δέν θά εἶναι. Ὅλα θά εἶναι γιά μέ ἕνας γάμος ἀγάπης. Μπορεῖς νά γράψης... — Ἀλλά θά σᾶς εἶπε βέβαια... (Ἀκολουθεῖ)	[275, 815, 510, 1664]
games-title: ΤΟ ΖΗΤΗΜΑ ΤΩΝ ΑΓΩΝΩΝ	[1132, 80, 1336, 101]
row-label	[1048, 1464, 1163, 1481]
row-value	[950, 1429, 989, 1446]
row-value: 121	[1015, 1620, 1034, 1633]
goods-row	[1048, 1652, 1344, 1669]
novel-paragraph: Ἐκείνη τόν ἀποχαιρετοῦσε μ' τά δυό τῆς χέρια καί ἡ χειρονομία αὐτή, πού τήν ἐπανέλαβε πολλές φορές, ἔφερνε τά χέρια της τόσο κοντά, τόσο κοντά στά χείλη της, πού ὁ καθένας θά μποροῦσε νά πιστέψη... «Αἰ σκέπτεται, ἄν, ἔπειτα' ἀπ' αὐτό, δέν κατάλάβη πώς τόν ἀγαπῶ καί δέν μ' ἀκολουθήση γιά τό χρῆμα μου ! ...	[40, 831, 265, 972]
row-label: ΙΟΥΛΙΟΣ	[1050, 1345, 1094, 1358]
stock-row	[740, 1670, 1036, 1687]
patriarchate-title: ΠΑΤΡΙΑΡΧΕΙΟΝ ΑΛΕΞΑΝΔΡΕΙΑΣ	[1352, 80, 1560, 105]
novel-section-title: ΤΟ ΜΥΘΙΣΤΟΡΗΜΑ ΜΑΣ	[150, 726, 400, 749]
row-label: ΟΚΤΩΒΡΙΟΣ	[1050, 1482, 1114, 1495]
venue-address: 166, AMBROISE RALLI IBRAHIMIA	[59, 1704, 246, 1717]
games-text: Ἐκ μέρους τοῦ κ. Μητσοῦ ἐλάβομεν τήν κατωτέρω ἀπάντησιν πρός τόν κ. Κανακάρην. Ἀγαπητέ «Ταχυδρόμε», Ὁ κ. Μ. Κανακάρης, ἀναφερόμενος εἰς τό ζήτημα τῶν ἀγώνων τοῦ διαγωνισθέντων τήν 9ην καί 10ην Ἰουλίου εἰς τό Στάδιον, ἀνέλαβε νά μᾶς πληροφορήση πόσους ἀγῶνες ἐξέδωσε ἡ ΑΕΕΑ διά τό στρατιωτικόν. Τά περιθώρια τοῦ ἀποκλεισμοῦ τῆς Ἑλληνικῆς Ὁλυμπιακῆς ὁμάδος ἐπέρχονται εἰς τάς Ἡνωμένας Πολιτείας. Νομίζω ὅτι θά ἦτο καλύτερον νά παρεξέγετο τά λόγια του ἔξω καί νά ἀπαντᾷ διά τά ἀποτελέσματα.	[1132, 105, 1336, 387]
row-value: τάλλ. 63.10	[1286, 1517, 1342, 1530]
cotton-row	[1048, 1532, 1344, 1549]
program-item: 23.00 Τέλος τῆς ἐκπομπῆς	[280, 559, 409, 572]
show-day: ΤΟ ΣΑΒΒΑΤΟΝ	[111, 1741, 194, 1754]
chamber-text: Τό Ἑλληνικόν Ἐμπορικόν Ἐπιμελητήριον Ἀλεξανδρείας εἰδοποιεῖ τούς ἐπιθυμοῦντας νά ἀποστείλουν διά τῆς ταχυδρομικῆς ὁδοῦ ὅπως ἀποσταλοῦν εἰς Ἑλλάδα ἕως τῆς 12ης π.μ.	[1352, 651, 1560, 745]
program-item: 22.00 Κλασσική μουσική	[280, 545, 400, 558]
row-value: 238	[1015, 1482, 1034, 1495]
row-value: 131	[1015, 1671, 1034, 1684]
row-value: 167	[1323, 1654, 1342, 1667]
row-value: 600	[968, 1723, 987, 1734]
column-divider	[1344, 80, 1345, 1734]
row-value: 525	[1273, 1688, 1292, 1701]
cotton-row	[1048, 1361, 1344, 1378]
cotton-exchange	[1048, 1309, 1344, 1734]
row-value: τάλλ. 63.90	[1286, 1448, 1342, 1461]
row-label: ΑΥΓΟΥΣΤΟΣ	[1050, 1448, 1115, 1461]
